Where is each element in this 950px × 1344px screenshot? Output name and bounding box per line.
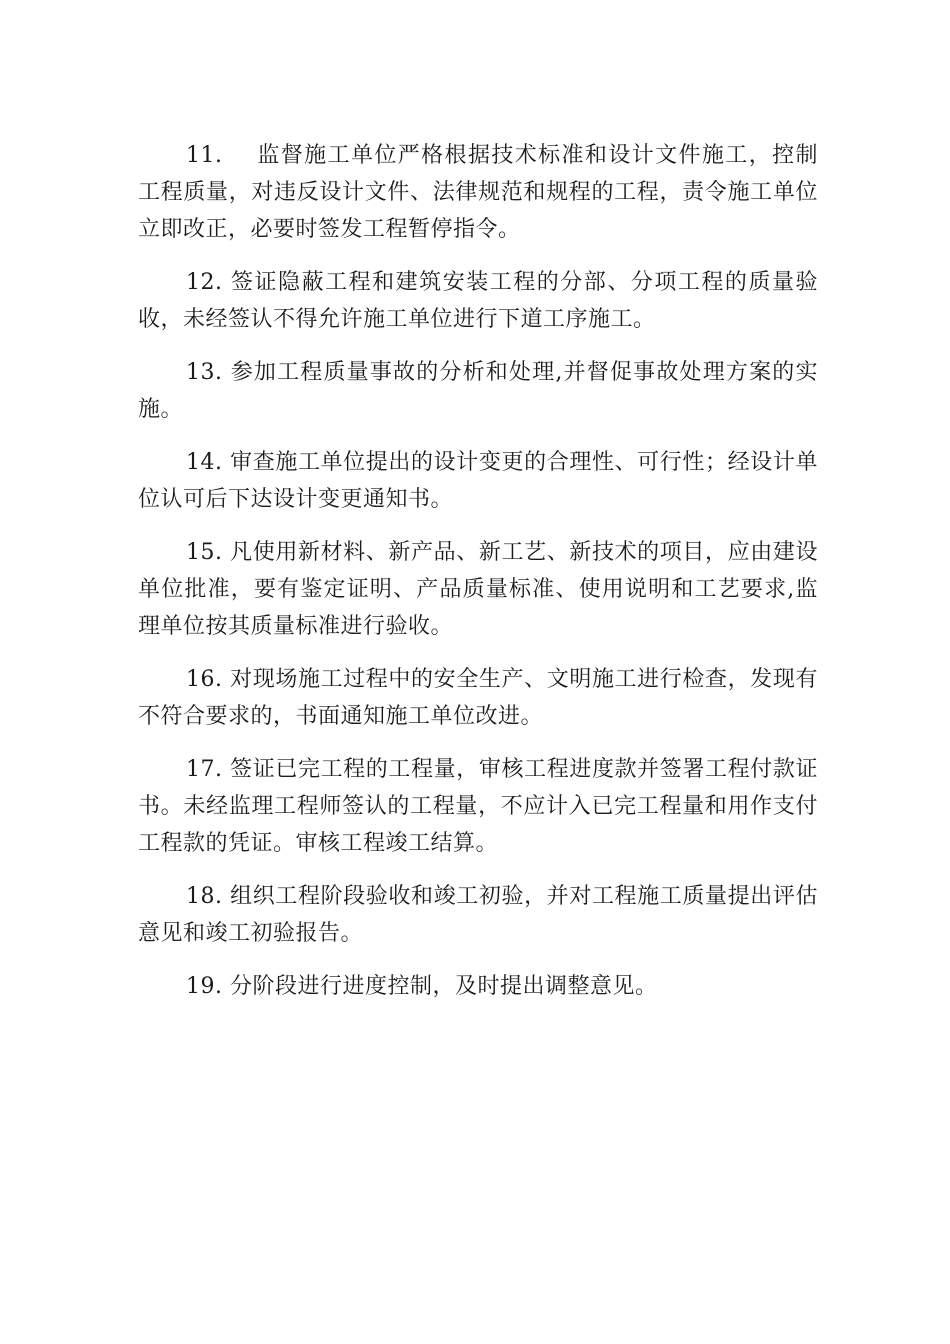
paragraph-19	[138, 968, 818, 1005]
paragraph-text: 参加工程质量事故的分析和处理,并督促事故处理方案的实施。	[138, 360, 818, 422]
paragraph-14	[138, 444, 818, 518]
paragraph-text: 对现场施工过程中的安全生产、文明施工进行检查，发现有不符合要求的，书面通知施工单位改进。	[138, 667, 818, 729]
paragraph-number: 19.	[186, 974, 223, 999]
paragraph-number: 14.	[186, 450, 223, 475]
paragraph-16	[138, 661, 818, 735]
paragraph-number: 12.	[186, 270, 223, 295]
document-body	[138, 137, 818, 1021]
paragraph-number: 15.	[186, 540, 223, 565]
paragraph-15	[138, 534, 818, 645]
paragraph-12	[138, 264, 818, 338]
paragraph-18	[138, 878, 818, 952]
paragraph-number: 17.	[186, 757, 223, 782]
paragraph-text: 组织工程阶段验收和竣工初验，并对工程施工质量提出评估意见和竣工初验报告。	[138, 884, 818, 946]
paragraph-11	[138, 137, 818, 248]
paragraph-number: 16.	[186, 667, 223, 692]
paragraph-text: 审查施工单位提出的设计变更的合理性、可行性；经设计单位认可后下达设计变更通知书。	[138, 450, 818, 512]
paragraph-text: 签证已完工程的工程量，审核工程进度款并签署工程付款证书。未经监理工程师签认的工程量，不应计入已完工程量和用作支付工程款的凭证。审核工程竣工结算。	[138, 757, 818, 856]
paragraph-text: 监督施工单位严格根据技术标准和设计文件施工，控制工程质量，对违反设计文件、法律规范和规程的工程，责令施工单位立即改正，必要时签发工程暂停指令。	[138, 143, 818, 242]
paragraph-number: 13.	[186, 360, 223, 385]
paragraph-number: 18.	[186, 884, 223, 909]
paragraph-13	[138, 354, 818, 428]
paragraph-number: 11.	[186, 143, 223, 168]
paragraph-text: 签证隐蔽工程和建筑安装工程的分部、分项工程的质量验收，未经签认不得允许施工单位进行下道工序施工。	[138, 270, 818, 332]
paragraph-text: 凡使用新材料、新产品、新工艺、新技术的项目，应由建设单位批准，要有鉴定证明、产品质量标准、使用说明和工艺要求,监理单位按其质量标准进行验收。	[138, 540, 818, 639]
paragraph-text: 分阶段进行进度控制，及时提出调整意见。	[230, 974, 658, 999]
paragraph-17	[138, 751, 818, 862]
